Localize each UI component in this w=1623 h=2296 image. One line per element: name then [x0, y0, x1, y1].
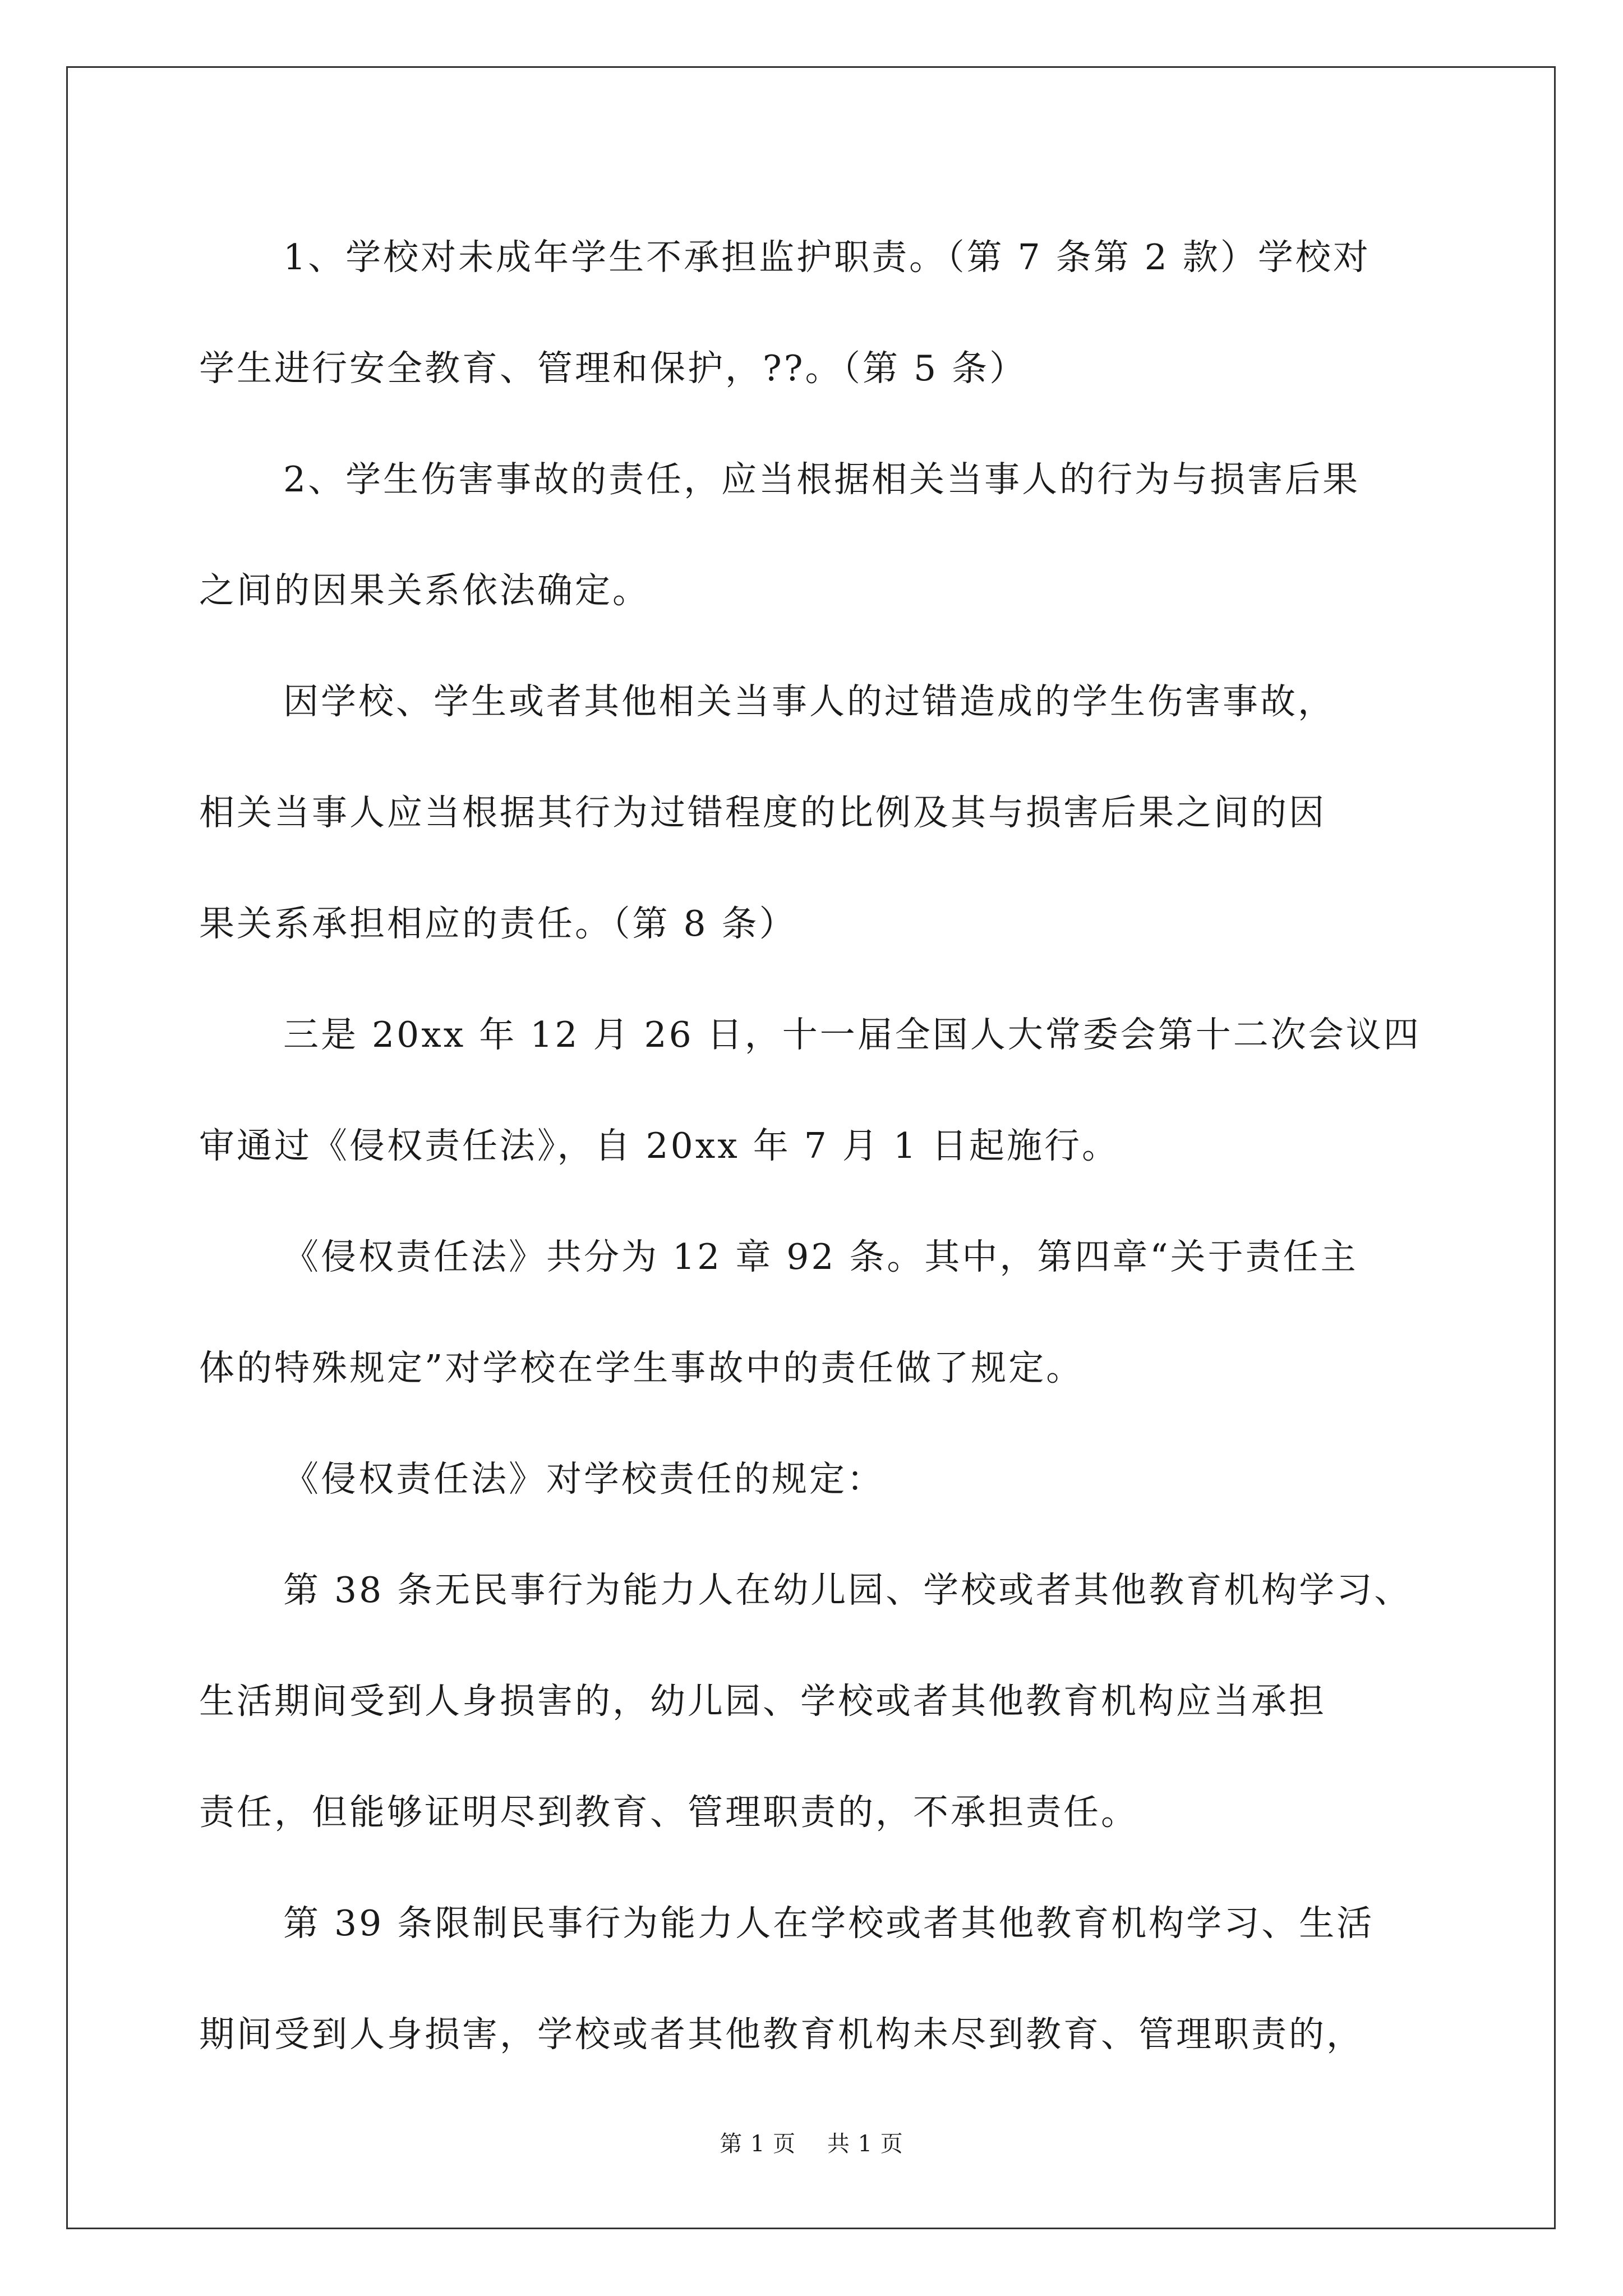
paragraph	[199, 1868, 1433, 2090]
text-line: 学生进行安全教育、管理和保护，??。（第 5 条）	[199, 348, 1027, 389]
text-line: 体的特殊规定”对学校在学生事故中的责任做了规定。	[199, 1347, 1084, 1388]
text-line: 期间受到人身损害，学校或者其他教育机构未尽到教育、管理职责的，	[199, 2014, 1364, 2055]
paragraph	[199, 1424, 1433, 1535]
paragraph	[199, 202, 1433, 424]
text-line: 2、学生伤害事故的责任，应当根据相关当事人的行为与损害后果	[283, 459, 1361, 500]
text-line: 三是 20xx 年 12 月 26 日，十一届全国人大常委会第十二次会议四	[283, 1014, 1421, 1055]
text-line: 之间的因果关系依法确定。	[199, 570, 650, 611]
page-total: 共 1 页	[827, 2131, 903, 2157]
paragraph	[199, 1202, 1433, 1424]
paragraph	[199, 424, 1433, 646]
text-line: 《侵权责任法》对学校责任的规定：	[283, 1458, 884, 1499]
page-footer	[0, 2126, 1623, 2158]
text-line: 第 39 条限制民事行为能力人在学校或者其他教育机构学习、生活	[283, 1903, 1375, 1944]
paragraph	[199, 979, 1433, 1202]
text-line: 审通过《侵权责任法》，自 20xx 年 7 月 1 日起施行。	[199, 1125, 1120, 1166]
text-line: 相关当事人应当根据其行为过错程度的比例及其与损害后果之间的因	[199, 792, 1326, 833]
paragraph	[199, 1535, 1433, 1868]
paragraph	[199, 646, 1433, 979]
text-line: 《侵权责任法》共分为 12 章 92 条。其中，第四章“关于责任主	[283, 1236, 1358, 1277]
text-line: 1、学校对未成年学生不承担监护职责。（第 7 条第 2 款）学校对	[283, 237, 1371, 278]
text-line: 第 38 条无民事行为能力人在幼儿园、学校或者其他教育机构学习、	[283, 1570, 1412, 1611]
text-line: 果关系承担相应的责任。（第 8 条）	[199, 903, 797, 944]
text-line: 生活期间受到人身损害的，幼儿园、学校或者其他教育机构应当承担	[199, 1681, 1326, 1722]
document-body	[199, 202, 1433, 2090]
text-line: 责任，但能够证明尽到教育、管理职责的，不承担责任。	[199, 1792, 1138, 1833]
page-number: 第 1 页	[720, 2131, 796, 2157]
text-line: 因学校、学生或者其他相关当事人的过错造成的学生伤害事故，	[283, 681, 1335, 722]
